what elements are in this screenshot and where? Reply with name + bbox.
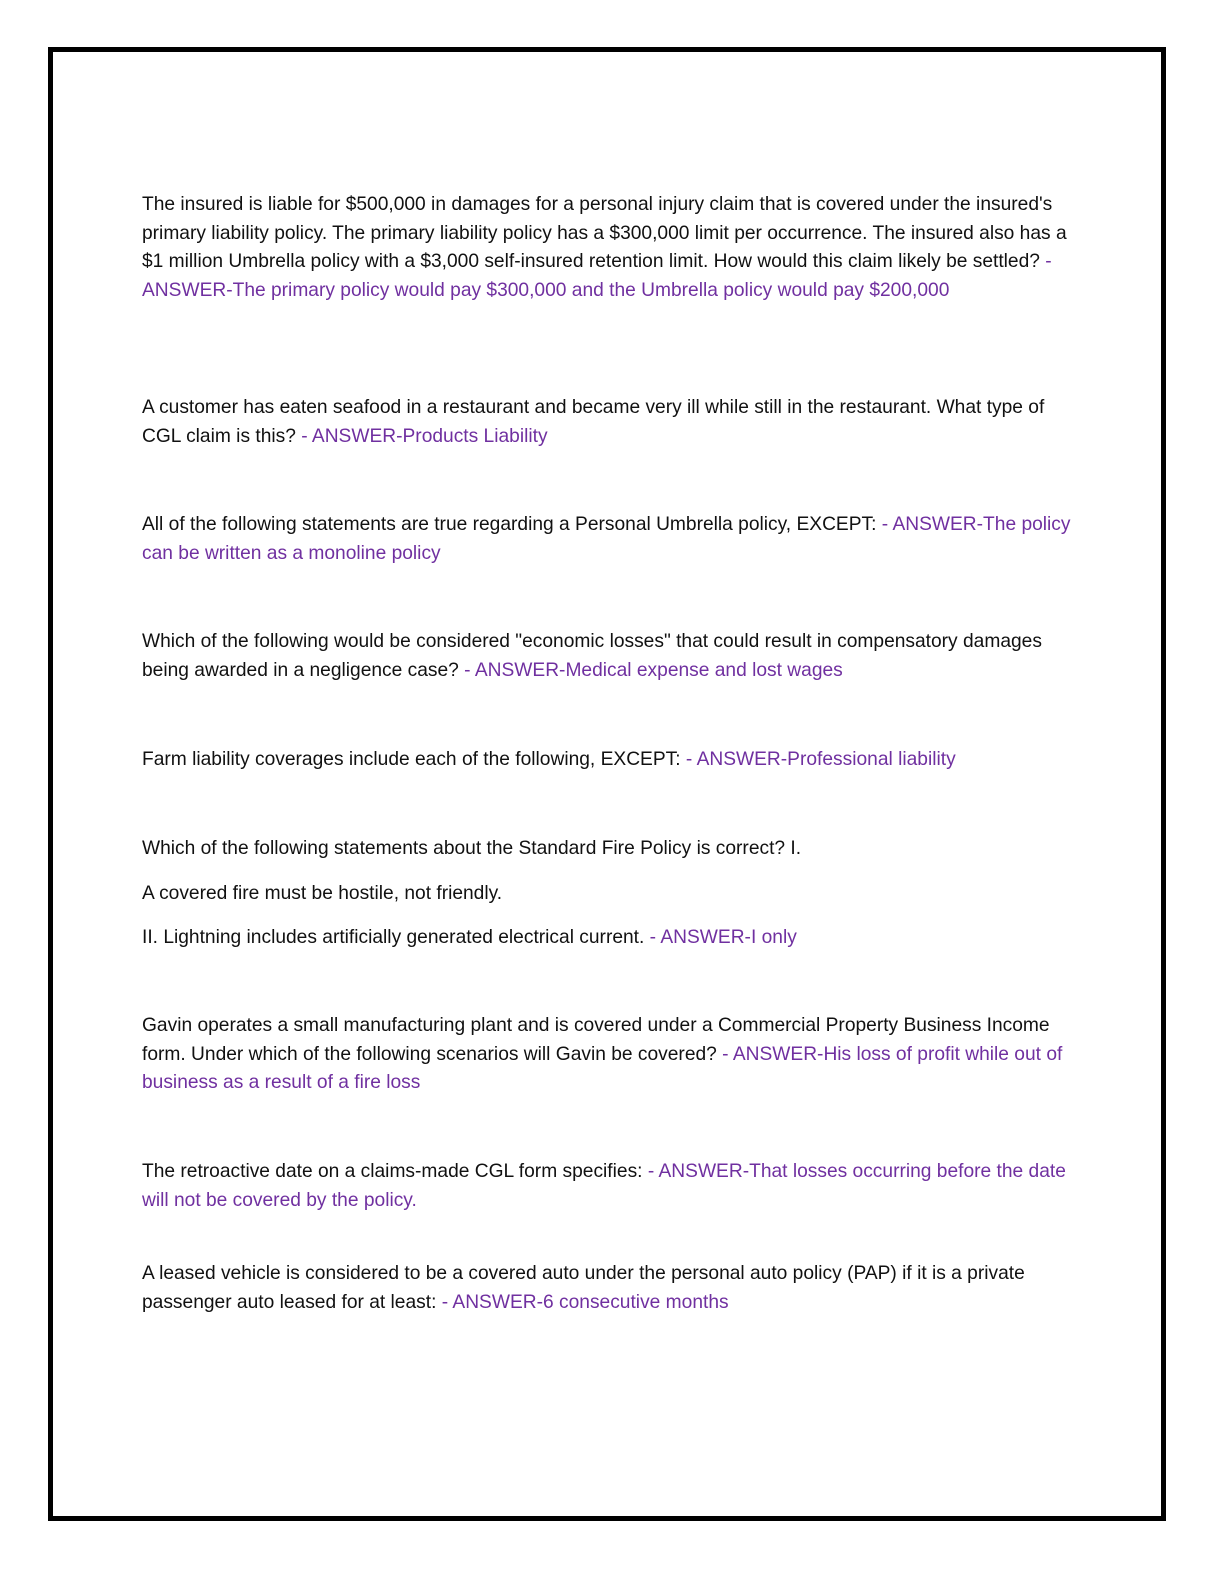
question-line-3: II. Lightning includes artificially generated electrical current. bbox=[142, 927, 650, 949]
qa-item-6 bbox=[142, 835, 1082, 953]
answer-text: - ANSWER-His loss of profit while out of business as a result of a fire loss bbox=[142, 1043, 1063, 1094]
qa-item-1 bbox=[142, 191, 1082, 305]
answer-text: - ANSWER-The primary policy would pay $300,000 and the Umbrella policy would pay $200,000 bbox=[142, 251, 1052, 301]
qa-item-2 bbox=[142, 394, 1082, 451]
question-text: All of the following statements are true regarding a Personal Umbrella policy, EXCEPT: bbox=[142, 514, 882, 535]
qa-item-9 bbox=[142, 1260, 1082, 1317]
question-text: Farm liability coverages include each of the following, EXCEPT: bbox=[142, 749, 686, 770]
qa-item-4 bbox=[142, 628, 1082, 685]
question-text: A leased vehicle is considered to be a covered auto under the personal auto policy (PAP) if it is a private passenger auto leased for at least: bbox=[142, 1263, 1025, 1313]
answer-text: - ANSWER-Medical expense and lost wages bbox=[464, 659, 843, 681]
question-text: Which of the following would be considered "economic losses" that could result in compensatory damages being awarded in a negligence case? bbox=[142, 631, 1042, 681]
question-text: The insured is liable for $500,000 in damages for a personal injury claim that is covered under the insured's primary liability policy. The primary liability policy has a $300,000 limit per occurrence. The insured also has a $1 million Umbrella policy with a $3,000 self-insured retention limit. How would this claim likely be settled? bbox=[142, 194, 1067, 273]
answer-text: - ANSWER-The policy can be written as a monoline policy bbox=[142, 514, 1071, 564]
qa-item-7 bbox=[142, 1012, 1082, 1098]
answer-text: - ANSWER-I only bbox=[649, 927, 797, 949]
question-text: A customer has eaten seafood in a restaurant and became very ill while still in the restaurant. What type of CGL claim is this? bbox=[142, 397, 1045, 447]
question-line-2: A covered fire must be hostile, not friendly. bbox=[142, 882, 503, 904]
qa-item-3 bbox=[142, 511, 1082, 568]
answer-text: - ANSWER-6 consecutive months bbox=[441, 1291, 729, 1313]
answer-text: - ANSWER-Professional liability bbox=[685, 749, 956, 770]
question-text: The retroactive date on a claims-made CGL form specifies: bbox=[142, 1161, 648, 1182]
answer-text: - ANSWER-Products Liability bbox=[301, 425, 548, 447]
qa-item-5 bbox=[142, 746, 1082, 775]
question-text: Gavin operates a small manufacturing plant and is covered under a Commercial Property Business Income form. Under which of the following scenarios will Gavin be covered? bbox=[142, 1015, 1050, 1065]
answer-text: - ANSWER-That losses occurring before the date will not be covered by the policy. bbox=[142, 1161, 1066, 1211]
question-line-1: Which of the following statements about the Standard Fire Policy is correct? I. bbox=[142, 838, 802, 859]
qa-item-8 bbox=[142, 1158, 1082, 1215]
